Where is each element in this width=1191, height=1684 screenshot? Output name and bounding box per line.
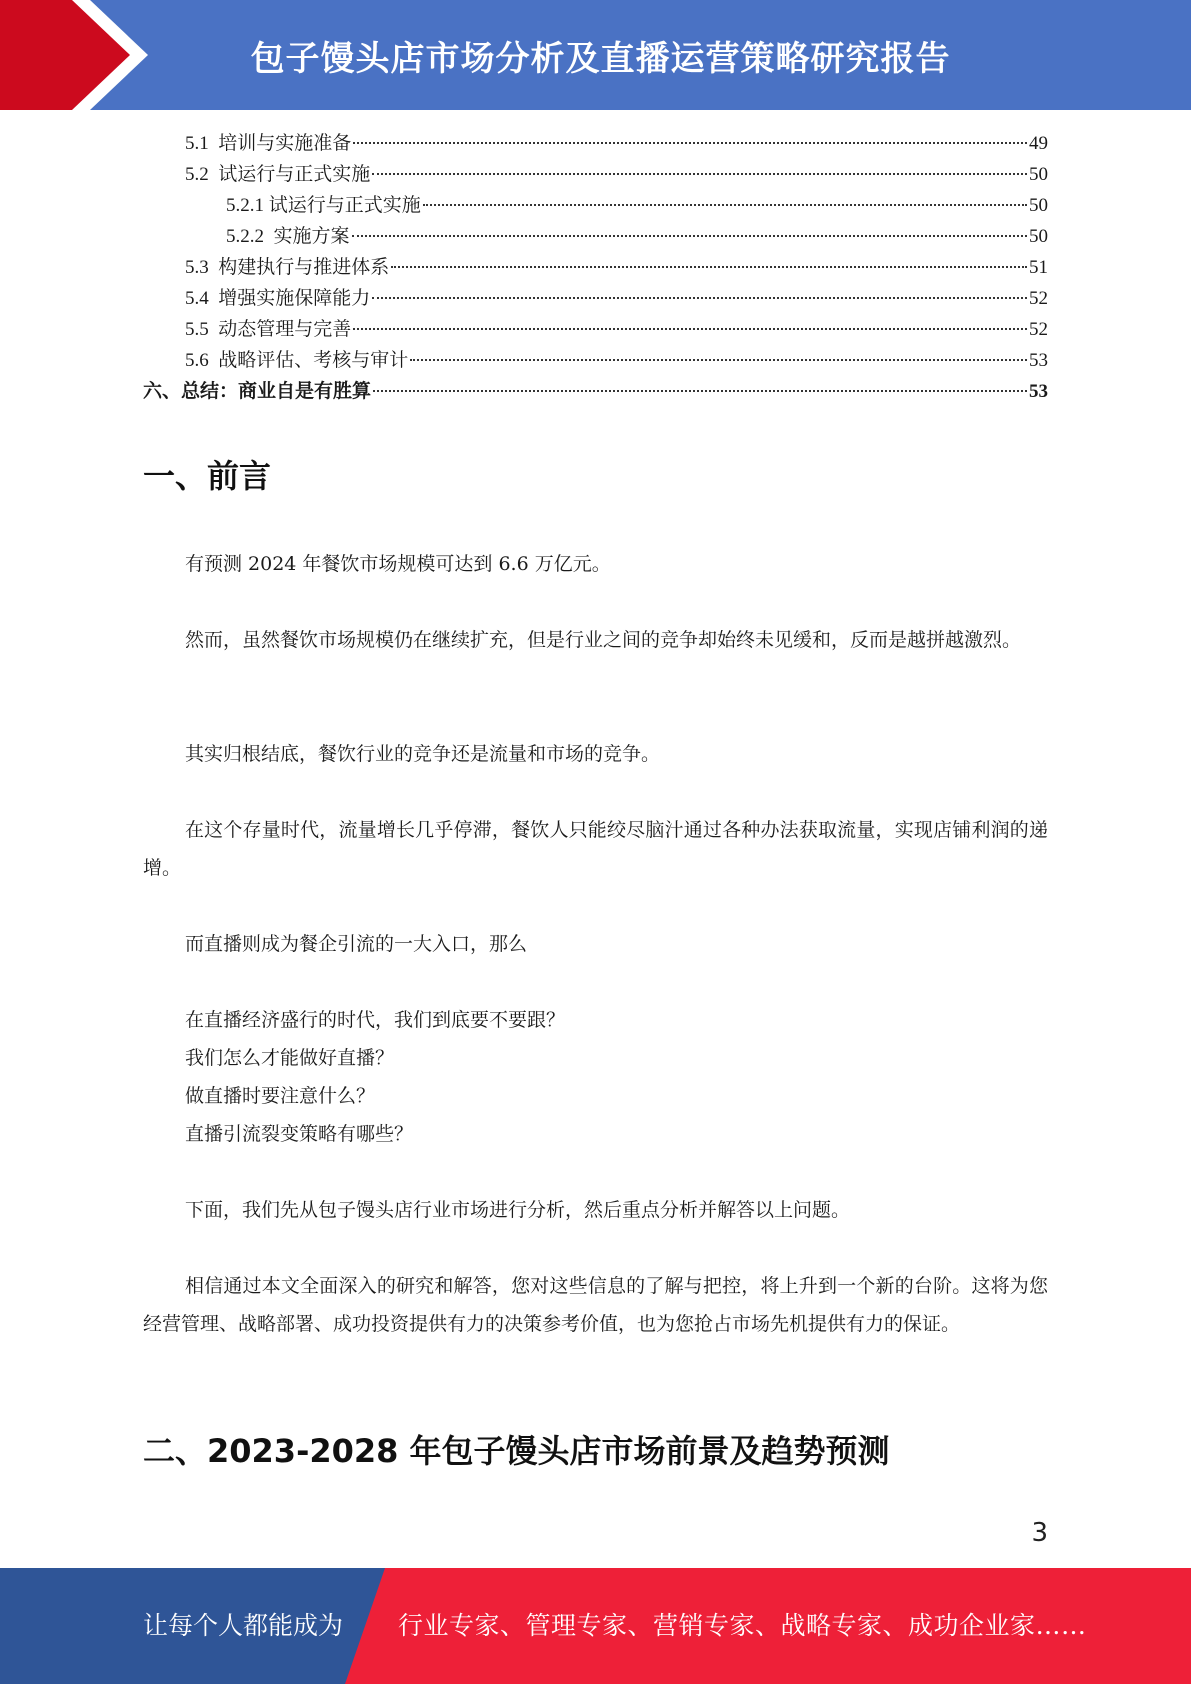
toc-page: 52: [1029, 288, 1048, 309]
toc-entry[interactable]: [226, 190, 1048, 221]
body-paragraph: 而直播则成为餐企引流的一大入口，那么: [185, 933, 528, 955]
page-footer: [0, 1568, 1191, 1684]
toc-entry[interactable]: [226, 221, 1048, 252]
page-header: [0, 0, 1191, 110]
toc-leader-dots: [353, 142, 1027, 144]
toc-entry[interactable]: [185, 128, 1048, 159]
toc-entry[interactable]: [185, 314, 1048, 345]
page-number: 3: [1031, 1518, 1048, 1548]
report-title: 包子馒头店市场分析及直播运营策略研究报告: [250, 38, 951, 79]
toc-label: 战略评估、考核与审计: [218, 350, 409, 371]
toc-page: 50: [1029, 195, 1048, 216]
toc-page: 50: [1029, 164, 1048, 185]
toc-leader-dots: [373, 390, 1027, 392]
toc-label: 实施方案: [273, 226, 350, 247]
body-paragraph: 然而，虽然餐饮市场规模仍在继续扩充，但是行业之间的竞争却始终未见缓和，反而是越拼越激烈。: [185, 629, 1022, 651]
section-heading-preface: 一、前言: [143, 457, 272, 495]
section-heading-forecast: 二、2023-2028 年包子馒头店市场前景及趋势预测: [143, 1432, 890, 1470]
toc-page: 53: [1029, 381, 1048, 402]
toc-number: 5.5: [185, 319, 209, 340]
toc-number: 5.2.2: [226, 226, 264, 247]
body-paragraph: 相信通过本文全面深入的研究和解答，您对这些信息的了解与把控，将上升到一个新的台阶。这将为您经营管理、战略部署、成功投资提供有力的决策参考价值，也为您抢占市场先机提供有力的保证。: [143, 1275, 1048, 1335]
body-paragraph: 有预测 2024 年餐饮市场规模可达到 6.6 万亿元。: [185, 553, 611, 575]
toc-number: 5.2.1: [226, 195, 264, 216]
toc-leader-dots: [423, 204, 1027, 206]
toc-label: 培训与实施准备: [218, 133, 352, 154]
toc-label: 试运行与正式实施: [268, 195, 421, 216]
toc-number: 5.4: [185, 288, 209, 309]
toc-number: 5.6: [185, 350, 209, 371]
toc-entry[interactable]: [143, 376, 1048, 407]
question-line: 在直播经济盛行的时代，我们到底要不要跟？: [185, 1009, 566, 1031]
toc-entry[interactable]: [185, 345, 1048, 376]
footer-slogan-right: 行业专家、管理专家、营销专家、战略专家、成功企业家……: [398, 1611, 1087, 1640]
question-line: 我们怎么才能做好直播？: [185, 1047, 395, 1069]
toc-entry[interactable]: [185, 159, 1048, 190]
toc-page: 52: [1029, 319, 1048, 340]
toc-leader-dots: [372, 297, 1027, 299]
toc-number: 5.2: [185, 164, 209, 185]
toc-leader-dots: [410, 359, 1027, 361]
toc-page: 51: [1029, 257, 1048, 278]
body-paragraph: 其实归根结底，餐饮行业的竞争还是流量和市场的竞争。: [185, 743, 661, 765]
toc-number: 六、: [143, 381, 182, 402]
toc-number: 5.1: [185, 133, 209, 154]
question-line: 直播引流裂变策略有哪些？: [185, 1123, 414, 1145]
question-line: 做直播时要注意什么？: [185, 1085, 376, 1107]
toc-page: 49: [1029, 133, 1048, 154]
toc-leader-dots: [391, 266, 1027, 268]
body-paragraph: 在这个存量时代，流量增长几乎停滞，餐饮人只能绞尽脑汁通过各种办法获取流量，实现店铺利润的递增。: [143, 819, 1048, 879]
toc-entry[interactable]: [185, 283, 1048, 314]
toc-number: 5.3: [185, 257, 209, 278]
toc-page: 53: [1029, 350, 1048, 371]
toc-entry[interactable]: [185, 252, 1048, 283]
toc-label: 增强实施保障能力: [218, 288, 371, 309]
body-paragraph: 下面，我们先从包子馒头店行业市场进行分析，然后重点分析并解答以上问题。: [185, 1199, 851, 1221]
toc-leader-dots: [352, 235, 1027, 237]
toc-label: 构建执行与推进体系: [218, 257, 390, 278]
toc-page: 50: [1029, 226, 1048, 247]
toc-leader-dots: [372, 173, 1027, 175]
toc-leader-dots: [353, 328, 1027, 330]
toc-label: 总结：商业自是有胜算: [181, 381, 372, 402]
footer-slogan-left: 让每个人都能成为: [143, 1611, 344, 1640]
toc-label: 试运行与正式实施: [218, 164, 371, 185]
toc-label: 动态管理与完善: [218, 319, 352, 340]
